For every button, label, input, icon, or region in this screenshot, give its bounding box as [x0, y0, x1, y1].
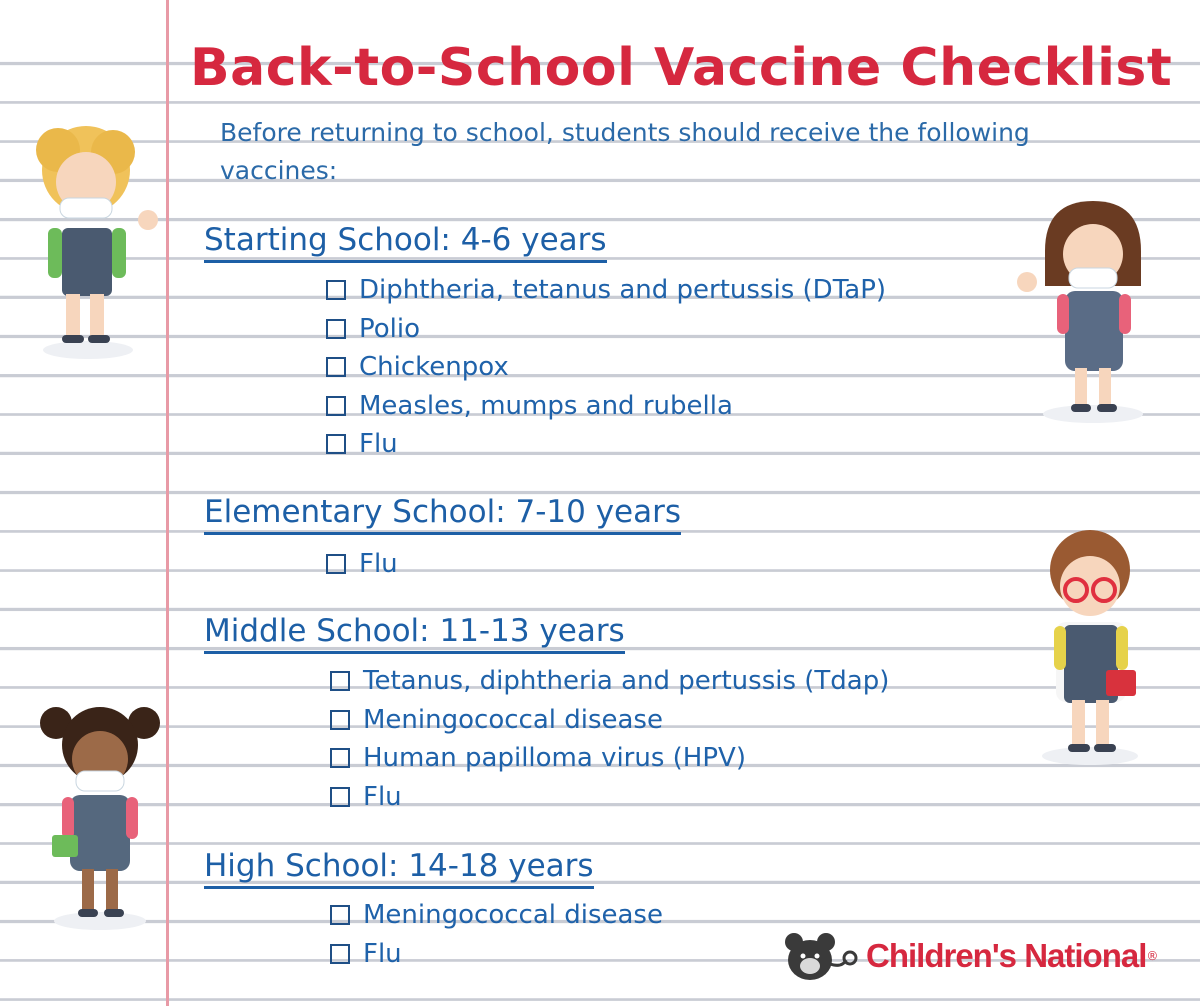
registered-mark: ®	[1146, 949, 1159, 963]
kid-glasses-illustration	[1030, 520, 1180, 770]
checklist-item[interactable]	[326, 271, 886, 310]
kid-bob-hair-illustration	[1005, 196, 1155, 431]
checklist-item[interactable]	[330, 935, 663, 974]
checklist-item[interactable]	[330, 662, 889, 701]
checklist-item[interactable]	[330, 778, 889, 817]
logo-wordmark: Children's National	[866, 937, 1147, 974]
checklist-item-label: Meningococcal disease	[363, 900, 663, 931]
checklist-item-label: Flu	[359, 429, 398, 460]
checklist-item[interactable]	[326, 425, 886, 464]
checklist-item-label: Measles, mumps and rubella	[359, 390, 733, 421]
bear-stethoscope-icon	[782, 930, 860, 982]
checklist-item[interactable]	[330, 739, 889, 778]
checkbox-icon[interactable]	[326, 280, 346, 300]
checklist-item-label: Human papilloma virus (HPV)	[363, 743, 746, 774]
checklist-item-label: Flu	[363, 938, 402, 969]
checkbox-icon[interactable]	[330, 905, 350, 925]
page-title: Back-to-School Vaccine Checklist	[190, 38, 1173, 98]
kid-buns-hair-illustration	[30, 695, 170, 935]
checklist-item-label: Diphtheria, tetanus and pertussis (DTaP)	[359, 275, 887, 306]
checklist-item[interactable]	[326, 310, 886, 349]
checklist-middle-school	[330, 662, 889, 816]
checkbox-icon[interactable]	[330, 787, 350, 807]
checklist-item[interactable]	[326, 545, 398, 584]
checkbox-icon[interactable]	[330, 671, 350, 691]
checklist-high-school	[330, 896, 663, 973]
checklist-item[interactable]	[330, 896, 663, 935]
checklist-item-label: Meningococcal disease	[363, 704, 663, 735]
checklist-starting-school	[326, 271, 886, 464]
section-heading-starting-school: Starting School: 4-6 years	[204, 222, 607, 263]
kid-curly-hair-illustration	[18, 120, 168, 365]
checkbox-icon[interactable]	[330, 944, 350, 964]
checklist-item-label: Flu	[363, 781, 402, 812]
checkbox-icon[interactable]	[326, 554, 346, 574]
checklist-item-label: Chickenpox	[359, 352, 509, 383]
checkbox-icon[interactable]	[326, 434, 346, 454]
checkbox-icon[interactable]	[330, 748, 350, 768]
checklist-item-label: Polio	[359, 313, 421, 344]
checklist-item[interactable]	[326, 348, 886, 387]
checklist-elementary-school	[326, 545, 398, 584]
checklist-item-label: Flu	[359, 549, 398, 580]
checkbox-icon[interactable]	[326, 319, 346, 339]
checklist-item[interactable]	[330, 701, 889, 740]
checklist-item-label: Tetanus, diphtheria and pertussis (Tdap)	[363, 666, 890, 697]
checkbox-icon[interactable]	[326, 357, 346, 377]
section-heading-elementary-school: Elementary School: 7-10 years	[204, 494, 681, 535]
checkbox-icon[interactable]	[326, 396, 346, 416]
checkbox-icon[interactable]	[330, 710, 350, 730]
section-heading-middle-school: Middle School: 11-13 years	[204, 613, 625, 654]
childrens-national-logo[interactable]	[782, 930, 1158, 982]
checklist-item[interactable]	[326, 387, 886, 426]
intro-text: Before returning to school, students should receive the following vaccines:	[220, 118, 1030, 185]
section-heading-high-school: High School: 14-18 years	[204, 848, 594, 889]
